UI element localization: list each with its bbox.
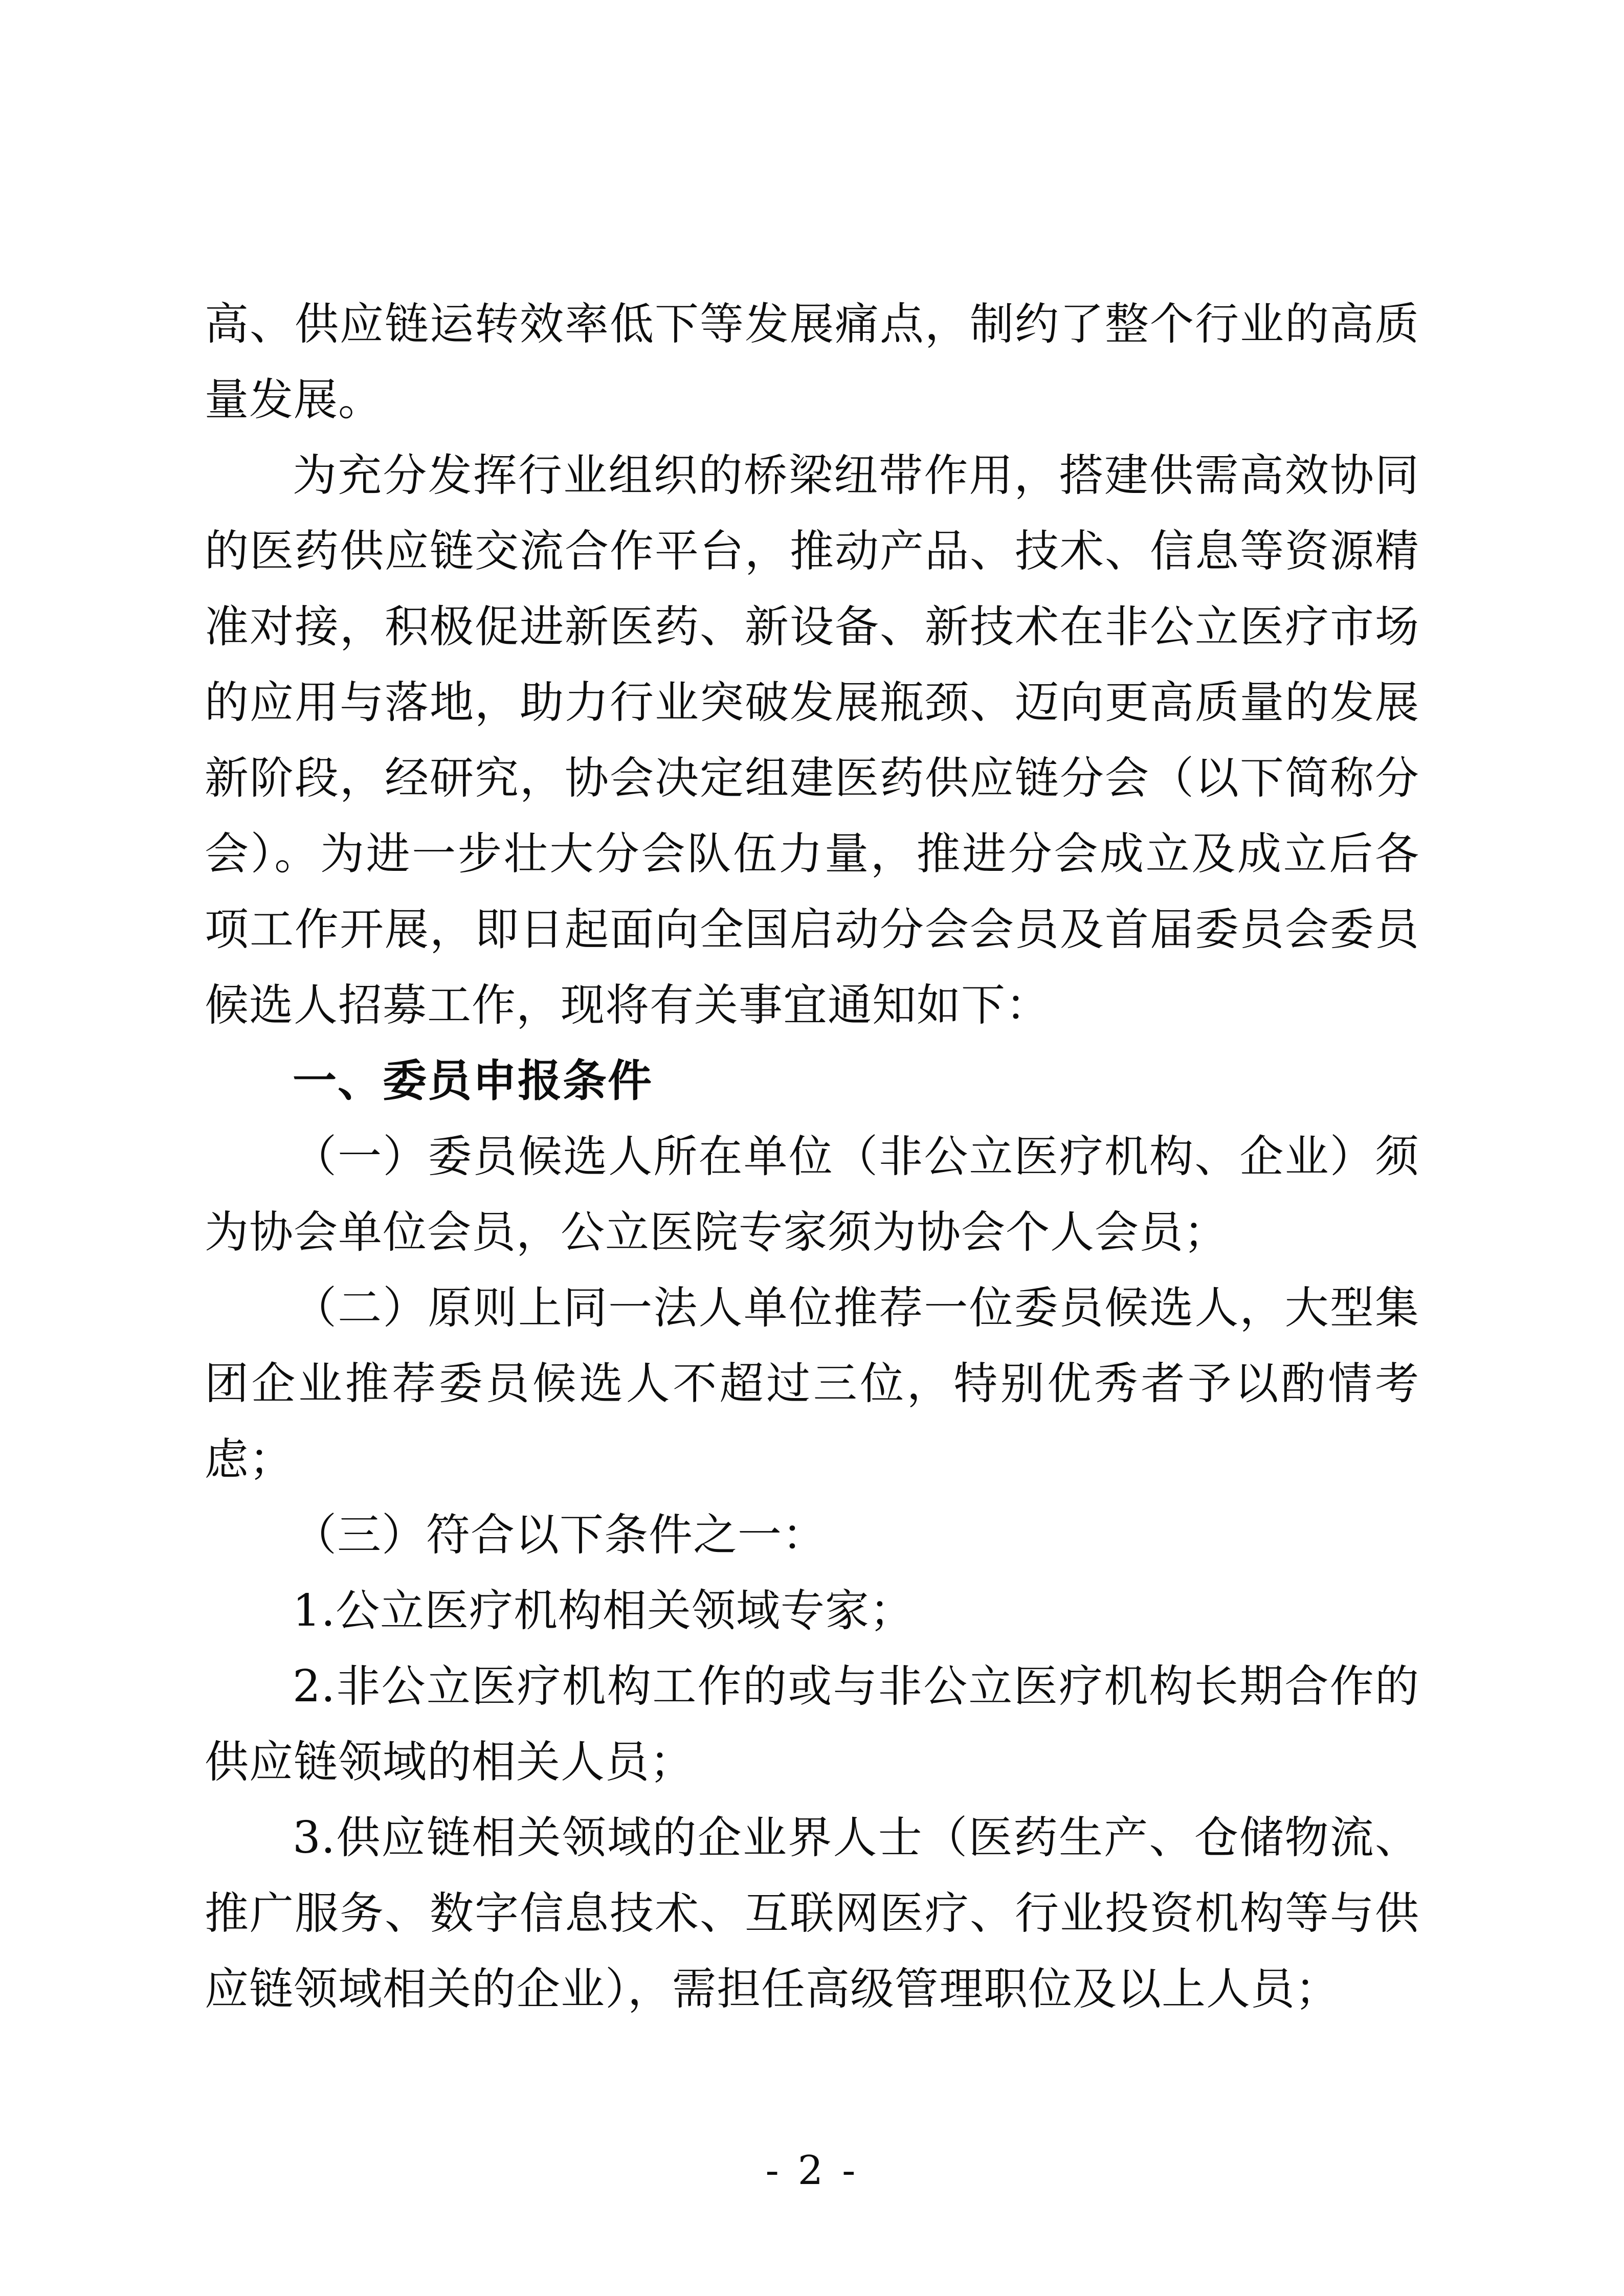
condition-item-3-sub-2: 2.非公立医疗机构工作的或与非公立医疗机构长期合作的供应链领域的相关人员； [205,1661,1419,1788]
condition-item-2: （二）原则上同一法人单位推荐一位委员候选人，大型集团企业推荐委员候选人不超过三位，特别优秀者予以酌情考虑； [205,1282,1419,1485]
condition-item-3-sub-1: 1.公立医疗机构相关领域专家； [293,1585,915,1636]
section-heading: 一、委员申报条件 [293,1055,653,1107]
page-number: - 2 - [765,2148,859,2194]
paragraph-continuation: 高、供应链运转效率低下等发展痛点，制约了整个行业的高质量发展。 [205,299,1419,425]
condition-item-1: （一）委员候选人所在单位（非公立医疗机构、企业）须为协会单位会员，公立医院专家须为协会个人会员； [205,1131,1419,1258]
condition-item-3: （三）符合以下条件之一： [293,1510,827,1561]
paragraph-background: 为充分发挥行业组织的桥梁纽带作用，搭建供需高效协同的医药供应链交流合作平台，推动产品、技术、信息等资源精准对接，积极促进新医药、新设备、新技术在非公立医疗市场的应用与落地，助力行业突破发展瓶颈、迈向更高质量的发展新阶段，经研究，协会决定组建医药供应链分会（以下简称分会）。为进一步壮大分会队伍力量，推进分会成立及成立后各项工作开展，即日起面向全国启动分会会员及首届委员会委员候选人招募工作，现将有关事宜通知如下： [205,450,1419,1031]
condition-item-3-sub-3: 3.供应链相关领域的企业界人士（医药生产、仓储物流、推广服务、数字信息技术、互联网医疗、行业投资机构等与供应链领域相关的企业），需担任高级管理职位及以上人员； [205,1812,1419,2015]
